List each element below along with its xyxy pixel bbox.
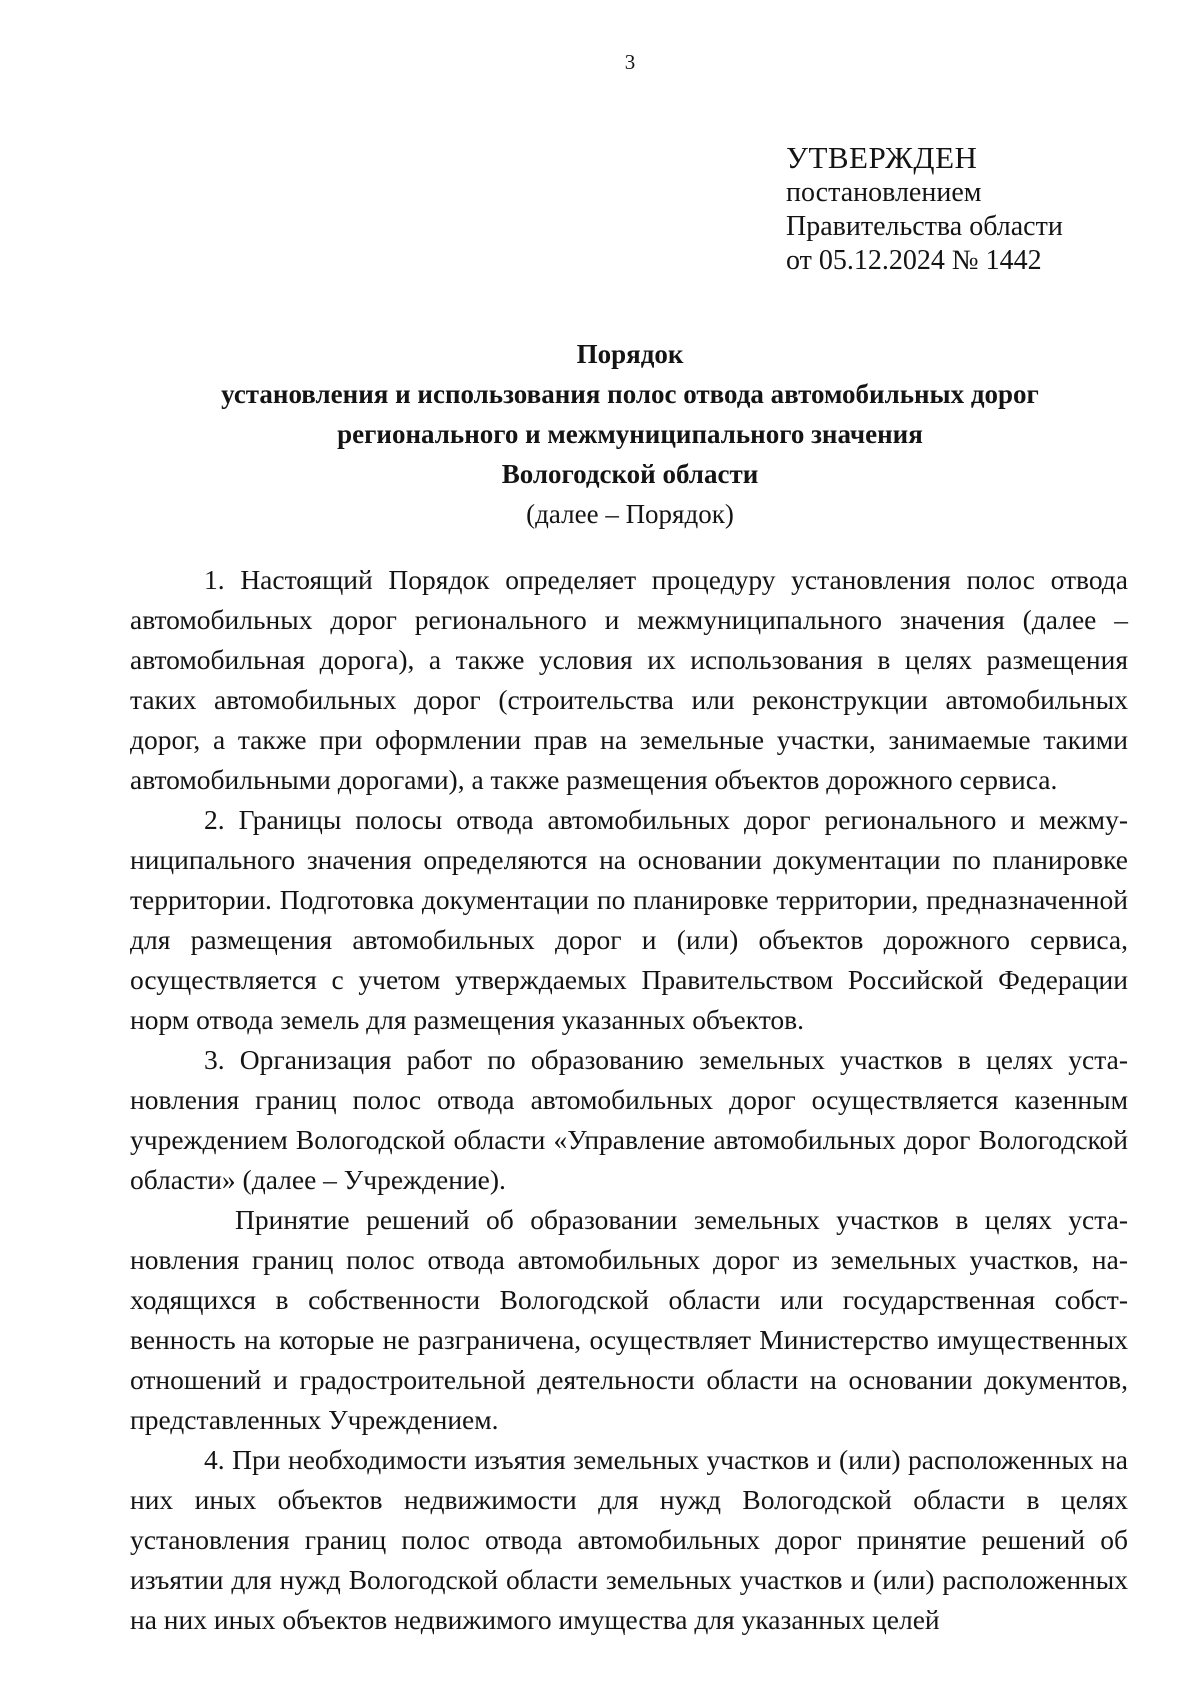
page-number: 3	[624, 50, 636, 74]
scan-corner-mark	[1050, 0, 1200, 6]
document-title	[130, 334, 1130, 534]
title-line-4: Вологодской области	[501, 459, 759, 489]
paragraph-4: 4. При необходимости изъятия земельных участков и (или) расположенных на них иных объектов недвижимости для нужд Вологодской области в целях установления границ полос отвода автомобильных дорог принятие решений об изъятии для нужд Вологодской области земельных участков и (или) расположенных на них иных объектов недвижимого имущества для указанных целей	[130, 1444, 1128, 1635]
paragraph-2: 2. Границы полосы отвода автомобильных дорог регионального и межмуниципального значения определяются на основании документации по планировке территории. Подготовка документации по планировке территории, предназначенной для размещения автомобильных дорог и (или) объектов дорожного сервиса, осуществляется с учетом утверждаемых Правительством Российской Федерации норм отвода земель для размещения указанных объектов.	[130, 804, 1128, 1035]
approval-line-2: Правительства области	[786, 211, 1063, 242]
title-line-1: Порядок	[576, 339, 684, 369]
title-line-3: регионального и межмуниципального значения	[337, 419, 923, 449]
approval-line-3: от 05.12.2024 № 1442	[786, 245, 1042, 276]
approval-stamp	[786, 140, 1186, 278]
document-body	[130, 560, 1128, 1640]
title-line-2: установления и использования полос отвода автомобильных дорог	[221, 379, 1039, 409]
paragraph-3-continued: Принятие решений об образовании земельных участков в целях установления границ полос отвода автомобильных дорог из земельных участков, находящихся в собственности Вологодской области или государственная собственность на которые не разграничена, осуществляет Министерство имущественных отношений и градостроительной деятельности области на основании документов, представленных Учреждением.	[130, 1204, 1128, 1435]
title-line-5: (далее – Порядок)	[526, 499, 734, 529]
paragraph-3: 3. Организация работ по образованию земельных участков в целях установления границ полос отвода автомобильных дорог осуществляется казенным учреждением Вологодской области «Управление автомобильных дорог Вологодской области» (далее – Учреждение).	[130, 1044, 1128, 1195]
approval-line-1: постановлением	[786, 177, 982, 208]
paragraph-1: 1. Настоящий Порядок определяет процедуру установления полос отвода автомобильных дорог регионального и межмуниципального значения (далее – автомобильная дорога), а также условия их использования в целях размещения таких автомобильных дорог (строительства или реконструкции автомобильных дорог, а также при оформлении прав на земельные участки, занимаемые такими автомобильными дорогами), а также размещения объектов дорожного сервиса.	[130, 564, 1128, 795]
approval-title: УТВЕРЖДЕН	[786, 140, 978, 175]
